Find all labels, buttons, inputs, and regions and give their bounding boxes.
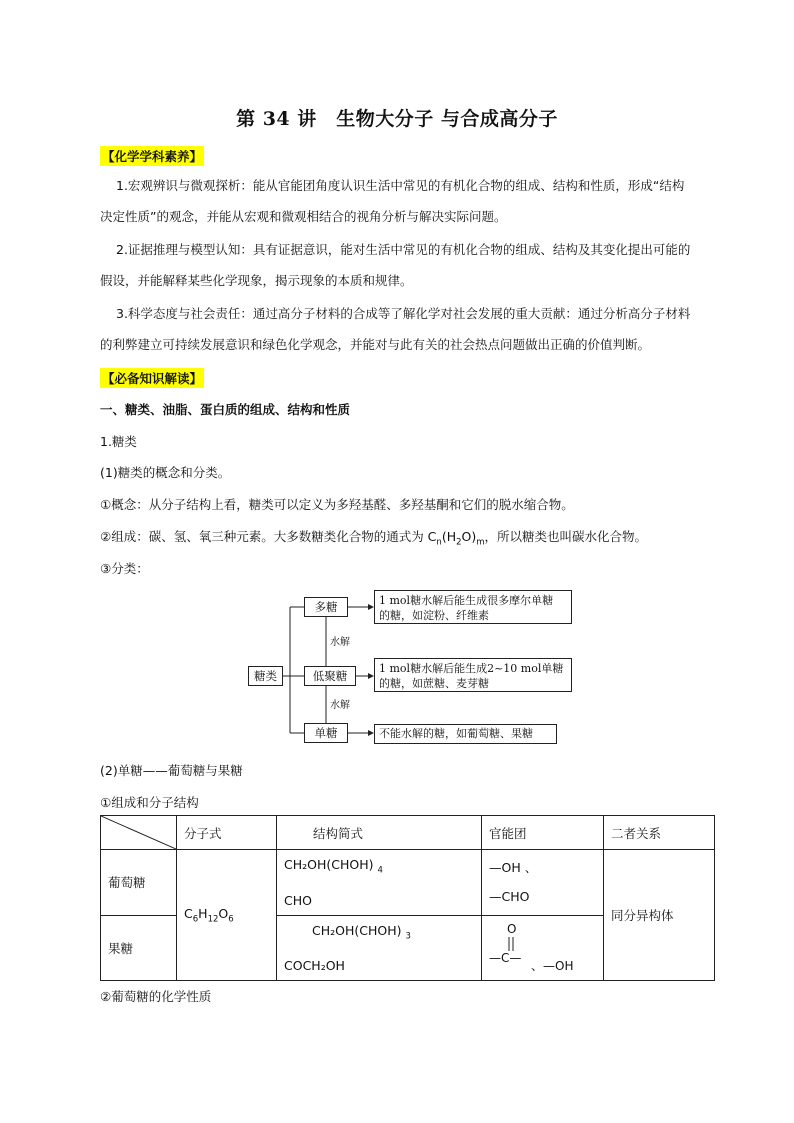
glucose-structure-sub: 4	[377, 865, 383, 876]
sugar-classification-diagram	[248, 590, 578, 750]
literacy-item-2: 2.证据推理与模型认知：具有证据意识，能对生活中常见的有机化合物的组成、结构及其变化提出可能的假设，并能解释某些化学现象，揭示现象的本质和规律。	[100, 242, 691, 288]
cell-glucose-functional-groups	[482, 850, 604, 916]
carbonyl-drawing	[489, 920, 596, 976]
page-title: 第 34 讲 生物大分子 与合成高分子	[236, 108, 558, 130]
composition-part-c: O)	[461, 529, 477, 544]
composition-sub-n: n	[436, 537, 442, 548]
node-polysaccharide: 多糖	[304, 597, 348, 617]
cell-fructose-structure	[277, 915, 482, 981]
literacy-item-1: 1.宏观辨识与微观探析：能从官能团角度认识生活中常见的有机化合物的组成、结构和性质，形成“结构决定性质”的观念，并能从宏观和微观相结合的视角分析与解决实际问题。	[100, 178, 685, 224]
cell-glucose-structure	[277, 850, 482, 916]
glucose-fg-2: —CHO	[489, 889, 530, 905]
note-oligo-line-1: 1 mol糖水解后能生成2~10 mol单糖	[379, 662, 564, 675]
note-polysaccharide	[374, 590, 572, 624]
formula-sub-6: 6	[192, 914, 199, 925]
classification-label: ③分类：	[100, 561, 149, 576]
note-monosaccharide: 不能水解的糖，如葡萄糖、果糖	[374, 724, 557, 744]
literacy-tag: 【化学学科素养】	[100, 146, 204, 166]
structure-heading: ①组成和分子结构	[100, 795, 199, 810]
diagonal-line	[101, 816, 176, 849]
formula-c: C	[184, 905, 193, 921]
glucose-chemical-properties-heading: ②葡萄糖的化学性质	[100, 989, 212, 1004]
formula-h: H	[198, 905, 208, 921]
cell-formula	[177, 850, 277, 981]
fructose-structure-line-1	[284, 916, 474, 952]
composition-part-b: (H	[441, 529, 457, 544]
composition-text	[100, 527, 647, 548]
formula-o: O	[218, 905, 229, 921]
cell-fructose-functional-groups	[482, 915, 604, 981]
header-formula: 分子式	[177, 816, 277, 850]
table-corner-cell	[101, 816, 177, 850]
label-hydrolysis-1: 水解	[330, 637, 350, 648]
glucose-structure-2: CHO	[284, 892, 312, 908]
composition-part-a: ②组成：碳、氢、氧三种元素。大多数糖类化合物的通式为 C	[100, 529, 437, 544]
composition-sub-2: 2	[456, 537, 462, 548]
subheading-monosaccharide: (2)单糖——葡萄糖与果糖	[100, 763, 243, 778]
knowledge-tag: 【必备知识解读】	[100, 368, 204, 388]
fructose-structure-sub: 3	[405, 931, 411, 941]
table-header-row	[101, 816, 715, 850]
heading-section-1: 一、糖类、油脂、蛋白质的组成、结构和性质	[100, 402, 351, 417]
header-structure: 结构简式	[277, 816, 482, 850]
literacy-item-3: 3.科学态度与社会责任：通过高分子材料的合成等了解化学对社会发展的重大贡献：通过分析高分子材料的利弊建立可持续发展意识和绿色化学观念，并能对与此有关的社会热点问题做出正确的价值判断。	[100, 306, 691, 352]
note-poly-line-2: 的糖，如淀粉、纤维素	[379, 609, 489, 622]
hydroxyl-group: 、—OH	[531, 958, 574, 973]
formula-sub-12: 12	[207, 914, 219, 925]
node-sugars: 糖类	[248, 666, 283, 686]
table-row-glucose	[101, 850, 715, 916]
composition-part-d: ，所以糖类也叫碳水化合物。	[484, 529, 648, 544]
glucose-fg-1: —OH 、	[489, 860, 538, 876]
glucose-structure-1: CH₂OH(CHOH)	[284, 857, 374, 872]
subheading-sugars: 1.糖类	[100, 434, 137, 449]
node-oligosaccharide: 低聚糖	[304, 666, 356, 686]
glucose-fructose-table	[100, 815, 715, 981]
composition-sub-m: m	[476, 537, 485, 548]
fructose-structure-1: CH₂OH(CHOH)	[312, 922, 402, 938]
glucose-structure-line-1	[284, 850, 474, 886]
node-monosaccharide: 单糖	[304, 723, 348, 743]
label-hydrolysis-2: 水解	[330, 700, 350, 711]
note-poly-line-1: 1 mol糖水解后能生成很多摩尔单糖	[379, 594, 554, 607]
header-relation: 二者关系	[604, 816, 715, 850]
note-oligosaccharide	[374, 658, 572, 692]
double-bond-icon	[506, 937, 516, 951]
subheading-concept-classification: (1)糖类的概念和分类。	[100, 465, 231, 480]
header-functional-group: 官能团	[482, 816, 604, 850]
note-oligo-line-2: 的糖，如蔗糖、麦芽糖	[379, 677, 489, 690]
formula-sub-6b: 6	[228, 914, 234, 925]
cell-relation: 同分异构体	[604, 850, 715, 981]
concept-text: ①概念：从分子结构上看，糖类可以定义为多羟基醛、多羟基酮和它们的脱水缩合物。	[100, 497, 574, 512]
cell-glucose-name: 葡萄糖	[101, 850, 177, 916]
fructose-structure-2: COCH₂OH	[284, 958, 345, 973]
carbonyl-carbon: —C—	[489, 950, 522, 965]
cell-fructose-name: 果糖	[101, 915, 177, 981]
carbonyl-oxygen: O	[507, 921, 517, 936]
